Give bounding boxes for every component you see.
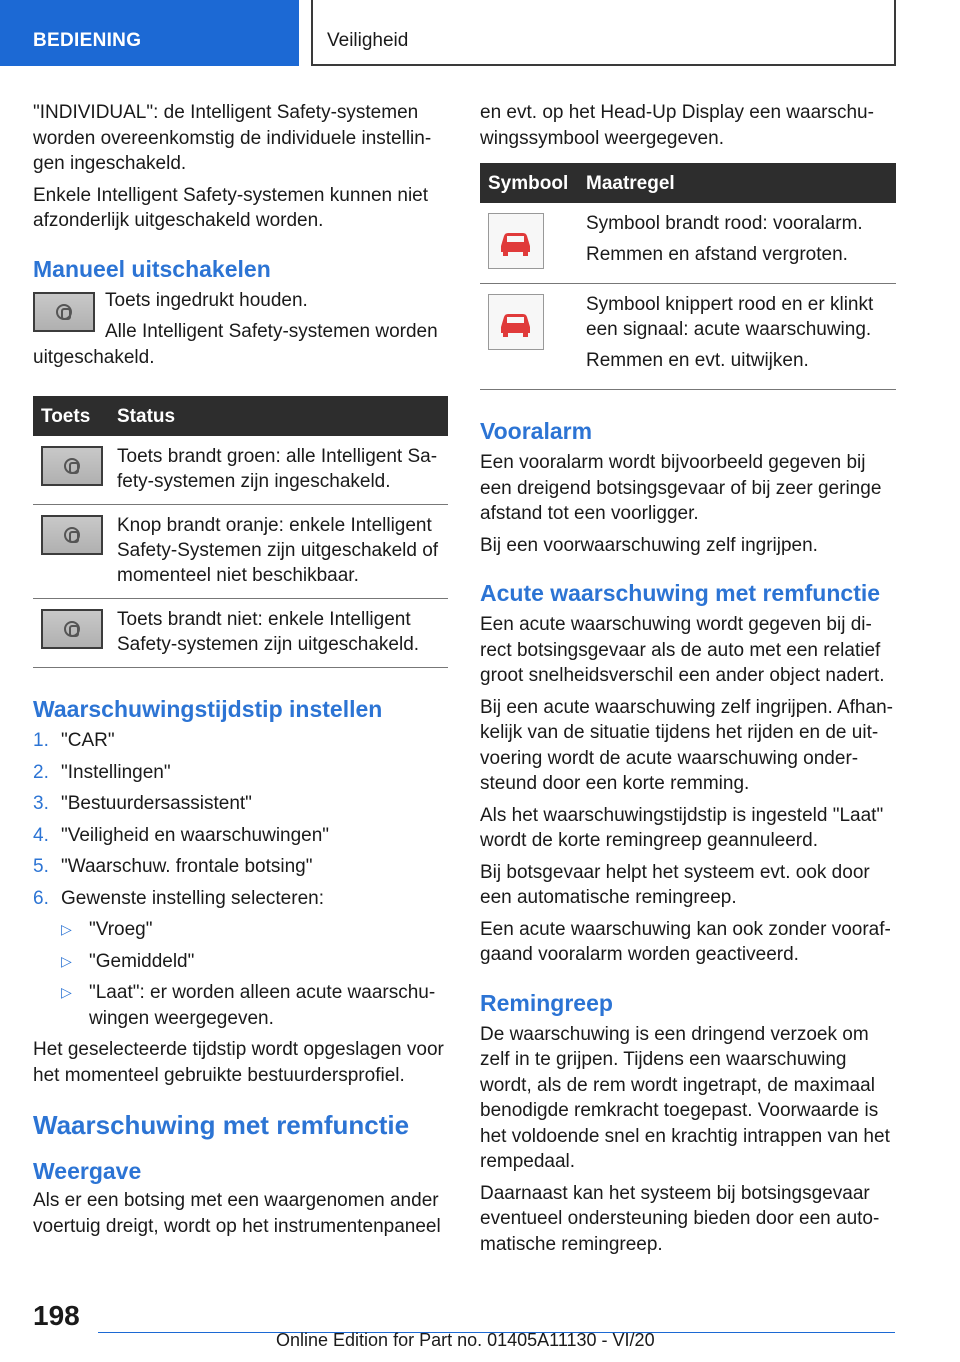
col-header-action: Maatregel <box>578 163 896 203</box>
paragraph-acute-3: Als het waarschuwingstijdstip is ingesteld "Laat" wordt de korte remingreep geannuleerd. <box>480 804 884 851</box>
manual-step-hold: Toets ingedrukt houden. <box>105 289 308 311</box>
status-text: Toets brandt niet: enkele Intelligent Safety-systemen zijn uitgeschakeld. <box>109 599 448 668</box>
list-item: ▷ "Gemiddeld" <box>61 949 448 975</box>
status-text: Toets brandt groen: alle Intelligent Safety-systemen zijn ingeschakeld. <box>109 436 448 505</box>
heading-warning-timing: Waarschuwingstijdstip instellen <box>33 696 383 722</box>
heading-display: Weergave <box>33 1158 142 1184</box>
paragraph-acute-1: Een acute waarschuwing wordt gegeven bij direct botsingsgevaar als de auto met een relatief groot snelheidsverschil een ander object nadert. <box>480 614 885 686</box>
table-row <box>480 284 896 390</box>
safety-button-green-icon <box>41 446 103 486</box>
list-item: ▷ "Vroeg" <box>61 917 448 943</box>
list-item: 5. "Waarschuw. frontale botsing" <box>33 856 313 877</box>
timing-steps-list <box>33 728 448 1031</box>
car-warning-flashing-icon <box>488 294 544 350</box>
manual-step-result: Alle Intelligent Safety-systemen worden uitgeschakeld. <box>33 321 438 368</box>
manual-off-block <box>33 288 448 377</box>
car-warning-red-icon <box>488 213 544 269</box>
paragraph-saved: Het geselecteerde tijdstip wordt opgeslagen voor het momenteel gebruikte bestuurdersprofiel. <box>33 1039 444 1086</box>
paragraph-brake-1: De waarschuwing is een dringend verzoek om zelf in te grijpen. Tijdens een waarschuwing wordt, als de rem wordt ingetrapt, de maximaal benodigde remkracht toegepast. Voorwaarde is het voldoende snel en krachtig intrappen van het rempedaal. <box>480 1023 890 1172</box>
list-item: 3. "Bestuurdersassistent" <box>33 793 252 814</box>
table-row <box>33 436 448 505</box>
safety-button-icon <box>33 292 95 332</box>
paragraph-prealarm: Een vooralarm wordt bijvoorbeeld gegeven bij een dreigend botsingsgevaar of bij zeer geringe afstand tot een voorligger. <box>480 452 882 524</box>
action-line: Remmen en evt. uitwijken. <box>586 350 809 371</box>
right-column <box>480 100 896 1263</box>
paragraph-acute-5: Een acute waarschuwing kan ook zonder voorafgaand vooralarm worden geactiveerd. <box>480 918 891 965</box>
heading-prealarm: Vooralarm <box>480 418 593 444</box>
paragraph-acute-4: Bij botsgevaar helpt het systeem evt. ook door een automatische remingreep. <box>480 861 870 908</box>
action-line: Remmen en afstand vergroten. <box>586 244 848 265</box>
table-row <box>33 505 448 599</box>
heading-acute: Acute waarschuwing met remfunctie <box>480 580 881 606</box>
paragraph-display: Als er een botsing met een waargenomen ander voertuig dreigt, wordt op het instrumentenpaneel <box>33 1190 441 1237</box>
footer-edition: Online Edition for Part no. 01405A11130 - VI/20 <box>276 1330 655 1350</box>
triangle-bullet-icon: ▷ <box>61 952 72 969</box>
list-item: ▷ "Laat": er worden alleen acute waarschuwingen weergegeven. <box>61 982 436 1029</box>
button-status-table <box>33 396 448 668</box>
left-column <box>33 100 448 1245</box>
action-line: Symbool knippert rood en er klinkt een signaal: acute waarschuwing. <box>586 294 874 340</box>
safety-button-off-icon <box>41 609 103 649</box>
paragraph-acute-2: Bij een acute waarschuwing zelf ingrijpen. Afhankelijk van de situatie tijdens het rijden en de uitvoering wordt de acute waarschuwing ondersteund door een korte remming. <box>480 696 893 794</box>
table-row <box>33 599 448 668</box>
col-header-symbol: Symbool <box>480 163 578 203</box>
col-header-button: Toets <box>33 396 109 436</box>
page-number: 198 <box>33 1300 80 1331</box>
paragraph-brake-2: Daarnaast kan het systeem bij botsingsgevaar eventueel ondersteuning bieden door een automatische remingreep. <box>480 1182 880 1255</box>
heading-brake-intervention: Remingreep <box>480 989 613 1016</box>
action-line: Symbool brandt rood: vooralarm. <box>586 213 863 234</box>
heading-warning-brake: Waarschuwing met remfunctie <box>33 1110 410 1140</box>
table-row <box>480 203 896 284</box>
paragraph-some-systems: Enkele Intelligent Safety-systemen kunnen niet afzonderlijk uitgeschakeld worden. <box>33 184 429 231</box>
heading-manual-off: Manueel uitschakelen <box>33 255 271 282</box>
section-tab: BEDIENING <box>0 0 299 66</box>
list-item: 6. Gewenste instelling selecteren: ▷ "Vroeg" ▷ "Gemiddeld" ▷ "Laat": er worden alleen acute waarschuwingen weergegeven. <box>33 886 448 1032</box>
list-item: 1. "CAR" <box>33 730 115 751</box>
timing-options-list <box>61 917 448 1031</box>
triangle-bullet-icon: ▷ <box>61 921 72 937</box>
list-item: 2. "Instellingen" <box>33 761 171 783</box>
safety-button-orange-icon <box>41 515 103 555</box>
col-header-status: Status <box>109 396 448 436</box>
list-item: 4. "Veiligheid en waarschuwingen" <box>33 824 330 846</box>
symbol-action-table <box>480 163 896 390</box>
status-text: Knop brandt oranje: enkele Intelligent Safety-Systemen zijn uitgeschakeld of momenteel niet beschikbaar. <box>109 505 448 599</box>
paragraph-hud: en evt. op het Head-Up Display een waarschuwingssymbool weergegeven. <box>480 102 874 149</box>
triangle-bullet-icon: ▷ <box>61 984 72 1000</box>
chapter-title: Veiligheid <box>311 0 896 66</box>
paragraph-prealarm-action: Bij een voorwaarschuwing zelf ingrijpen. <box>480 534 818 556</box>
paragraph-individual: "INDIVIDUAL": de Intelligent Safety-systemen worden overeenkomstig de individuele instellingen ingeschakeld. <box>33 102 432 174</box>
